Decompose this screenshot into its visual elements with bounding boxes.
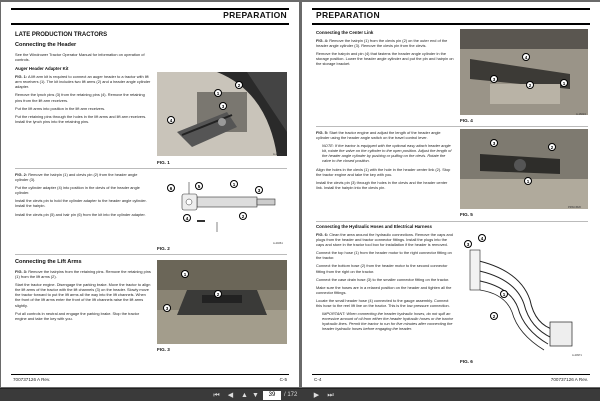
paragraph: Install the clevis pin (5) and hair pin (6) from the kit into the cylinder adapter.: [15, 211, 146, 217]
fig-ref: FIG. 3:: [15, 269, 28, 274]
section-title: LATE PRODUCTION TRACTORS: [15, 32, 108, 38]
last-page-icon[interactable]: ⏭: [327, 392, 334, 399]
figure-4-image: [460, 29, 588, 115]
paragraph: Locate the small header hose (4) connected to the gauge assembly. Connect this hose to the reel lift line on the tractor. This is the low pressure connection.: [316, 297, 450, 309]
connecting-header-title: Connecting the Header: [15, 42, 77, 48]
paragraph: Install the clevis pin (3) through the holes in the clevis and the header center link. Install the hairpin into the clevis pin.: [316, 179, 448, 190]
paragraph: Make sure the hoses are in a relaxed position on the header and tighten all the connector fittings.: [316, 284, 452, 295]
paragraph: Connect the bottom hose (2) from the header motor to the second connector fitting from the right on the tractor.: [316, 263, 448, 274]
paragraph: Put the lift arms into position in the lift arm receivers.: [15, 105, 106, 111]
paragraph: Put the retaining pins through the holes in the lift arms and lift arm receivers. Install the lynch pins into the retaining pins.: [15, 113, 147, 124]
figure-5-photo: [460, 129, 588, 209]
figure-3-photo: [157, 260, 287, 344]
fig-ref: FIG. 2:: [15, 172, 28, 177]
footer-page-number: C-5: [279, 377, 287, 382]
footer-page-number: C-4: [314, 377, 322, 382]
figure-4-photo: [460, 29, 588, 115]
left-text-column-3: [15, 257, 151, 324]
figure-caption: FIG. 5: [460, 212, 473, 217]
paragraph: Align the holes in the clevis (1) with the hole in the header center link (2). Stop the tractor engine and take the key with you.: [316, 166, 451, 177]
callout-2: 2: [548, 143, 556, 151]
figure-code: A-20971: [572, 354, 582, 357]
left-text-column: [15, 29, 151, 127]
paragraph: Remove the hairpin (1) from the clevis pin (2) on the outer end of the header angle cylinder (3). Remove the clevis pin from the clevis.: [316, 38, 448, 49]
paragraph: Clean the area around the hydraulic connections. Remove the caps and plugs from the header and tractor connector fittings. Install the plugs into the caps and store in the tractor tool box for installation if the header is removed.: [316, 232, 453, 248]
fig-ref: FIG. 1:: [15, 74, 28, 80]
fig-ref: FIG. 5:: [316, 130, 329, 135]
left-text-column-2: [15, 172, 151, 220]
callout-3: 3: [163, 304, 171, 312]
divider: [15, 254, 287, 255]
figure-code: A-20260: [273, 153, 283, 156]
callout-4: 4: [478, 234, 486, 242]
figure-2-image: [157, 172, 287, 244]
hydraulic-title: Connecting the Hydraulic Hoses and Electrical Harness: [316, 224, 432, 229]
page-header-title: PREPARATION: [316, 10, 380, 20]
right-text-column-2: [316, 130, 454, 193]
callout-5: 5: [195, 182, 203, 190]
footer-doc-number: 700737126 A Rev.: [13, 377, 51, 382]
intro-text: See the Windrower Tractor Operator Manual for information on operation of controls.: [15, 52, 145, 63]
previous-page-icon[interactable]: ◀: [227, 392, 234, 399]
paragraph: Remove the lynch pins (3) from the retaining pins (4). Remove the retaining pins from the lift arm receivers.: [15, 92, 145, 103]
paragraph: Remove the hairpins from the retaining pins. Remove the retaining pins (1) from the lift arms (2).: [15, 269, 151, 280]
figure-code: PRSC4520: [568, 206, 581, 209]
important-text: IMPORTANT: When connecting the header hydraulic hoses, do not spill an excessive amount of oil from either the header hydraulic hoses or the tractor hydraulic lines. Permit the tractor to run for five minutes after connecting the header hydraulic hoses before engaging the header.: [322, 311, 454, 332]
total-pages: / 172: [284, 392, 298, 398]
callout-1: 1: [524, 177, 532, 185]
figure-caption: FIG. 1: [157, 160, 170, 165]
fig-ref: FIG. 6:: [316, 232, 329, 237]
callout-2: 2: [235, 81, 243, 89]
paragraph: Remove the hairpin and pin (4) that fastens the header angle cylinder in the storage position. Lower the header angle cylinder and put the pin and hairpin on the storage bracket.: [316, 51, 454, 67]
paragraph: Connect the top hose (1) from the header motor to the right connector fitting on the tractor.: [316, 250, 452, 261]
callout-1: 1: [560, 79, 568, 87]
paragraph: Start the tractor engine and adjust the length of the header angle cylinder using the header angle switch on the travel control lever.: [316, 130, 441, 141]
callout-3: 3: [490, 75, 498, 83]
callout-3: 3: [464, 240, 472, 248]
right-text-column: [316, 29, 454, 69]
scroll-down-icon[interactable]: ▼: [252, 392, 259, 399]
paragraph: Put the cylinder adapter (4) into position in the clevis of the header angle cylinder.: [15, 185, 140, 196]
callout-6: 6: [167, 184, 175, 192]
callout-2: 2: [239, 212, 247, 220]
callout-3: 3: [255, 186, 263, 194]
divider: [15, 168, 287, 169]
figure-2-drawing: [157, 172, 287, 244]
center-link-title: Connecting the Center Link: [316, 30, 374, 35]
right-page: [302, 2, 600, 387]
lift-arms-title: Connecting the Lift Arms: [15, 259, 82, 265]
paragraph: A lift arm kit is required to connect an auger header to a tractor with lift arm receivers (1). The kit includes two lift arms (2) and a header angle cylinder adapter.: [15, 74, 151, 90]
divider: [316, 221, 588, 222]
divider: [316, 126, 588, 127]
page-header-title: PREPARATION: [223, 10, 287, 20]
note-text: NOTE: If the tractor is equipped with the optional easy attach header angle kit, rotate the valve on the cylinder to the open position. Adjust the length of the header angle cylinder by pushing or pulling on the clevis. Rotate the valve to the closed position.: [322, 143, 452, 164]
figure-caption: FIG. 2: [157, 246, 170, 251]
callout-1: 1: [230, 180, 238, 188]
figure-code: A-16024: [576, 113, 586, 116]
fig-ref: FIG. 4:: [316, 38, 329, 43]
auger-adapter-title: Auger Header Adapter Kit: [15, 66, 69, 72]
figure-1-photo: [157, 72, 287, 156]
first-page-icon[interactable]: ⏮: [213, 392, 220, 399]
callout-1: 1: [181, 270, 189, 278]
footer-doc-number: 700737126 A Rev.: [550, 377, 588, 382]
figure-caption: FIG. 4: [460, 118, 473, 123]
figure-6-drawing: [460, 230, 588, 358]
right-text-column-3: [316, 223, 454, 335]
paragraph: Start the tractor engine. Disengage the parking brake. Move the tractor to align the lift arms of the tractor with the lift channels (3) on the header. Slowly move the tractor forward to put the lift arms all the way into the lift channels. When the front of the lift arms enter the front of the lift channels raise the lift arms slightly.: [15, 282, 151, 308]
callout-4: 4: [167, 116, 175, 124]
paragraph: Install the clevis pin to hold the cylinder adapter to the header angle cylinder. Install the hairpin.: [15, 198, 147, 209]
header-rule-bottom: [11, 23, 289, 25]
header-rule-bottom: [312, 23, 590, 25]
figure-caption: FIG. 6: [460, 359, 473, 364]
figure-caption: FIG. 3: [157, 347, 170, 352]
footer-rule: [11, 374, 289, 375]
current-page-input[interactable]: 39: [263, 391, 281, 400]
callout-2: 2: [214, 290, 222, 298]
paragraph: Remove the hairpin (1) and clevis pin (2) from the header angle cylinder (3).: [15, 172, 138, 183]
figure-code: A-20261: [273, 242, 283, 245]
next-page-icon[interactable]: ▶: [313, 392, 320, 399]
callout-4: 4: [183, 214, 191, 222]
figure-6-image: [460, 230, 588, 358]
callout-2: 2: [526, 81, 534, 89]
callout-4: 4: [522, 53, 530, 61]
callout-1: 1: [500, 290, 508, 298]
viewer-toolbar: [0, 388, 600, 401]
callout-2: 2: [490, 312, 498, 320]
paragraph: Put all controls in neutral and engage the parking brake. Stop the tractor engine and take the key with you.: [15, 310, 140, 321]
figure-3-image: [157, 260, 287, 344]
figure-5-image: [460, 129, 588, 209]
callout-3: 3: [490, 139, 498, 147]
paragraph: Connect the case drain hose (3) to the smaller connector fitting on the tractor.: [316, 276, 450, 282]
scroll-up-icon[interactable]: ▲: [241, 392, 248, 399]
callout-1: 1: [214, 89, 222, 97]
left-page: [1, 2, 299, 387]
callout-3: 3: [219, 102, 227, 110]
footer-rule: [312, 374, 590, 375]
figure-1-image: [157, 72, 287, 156]
